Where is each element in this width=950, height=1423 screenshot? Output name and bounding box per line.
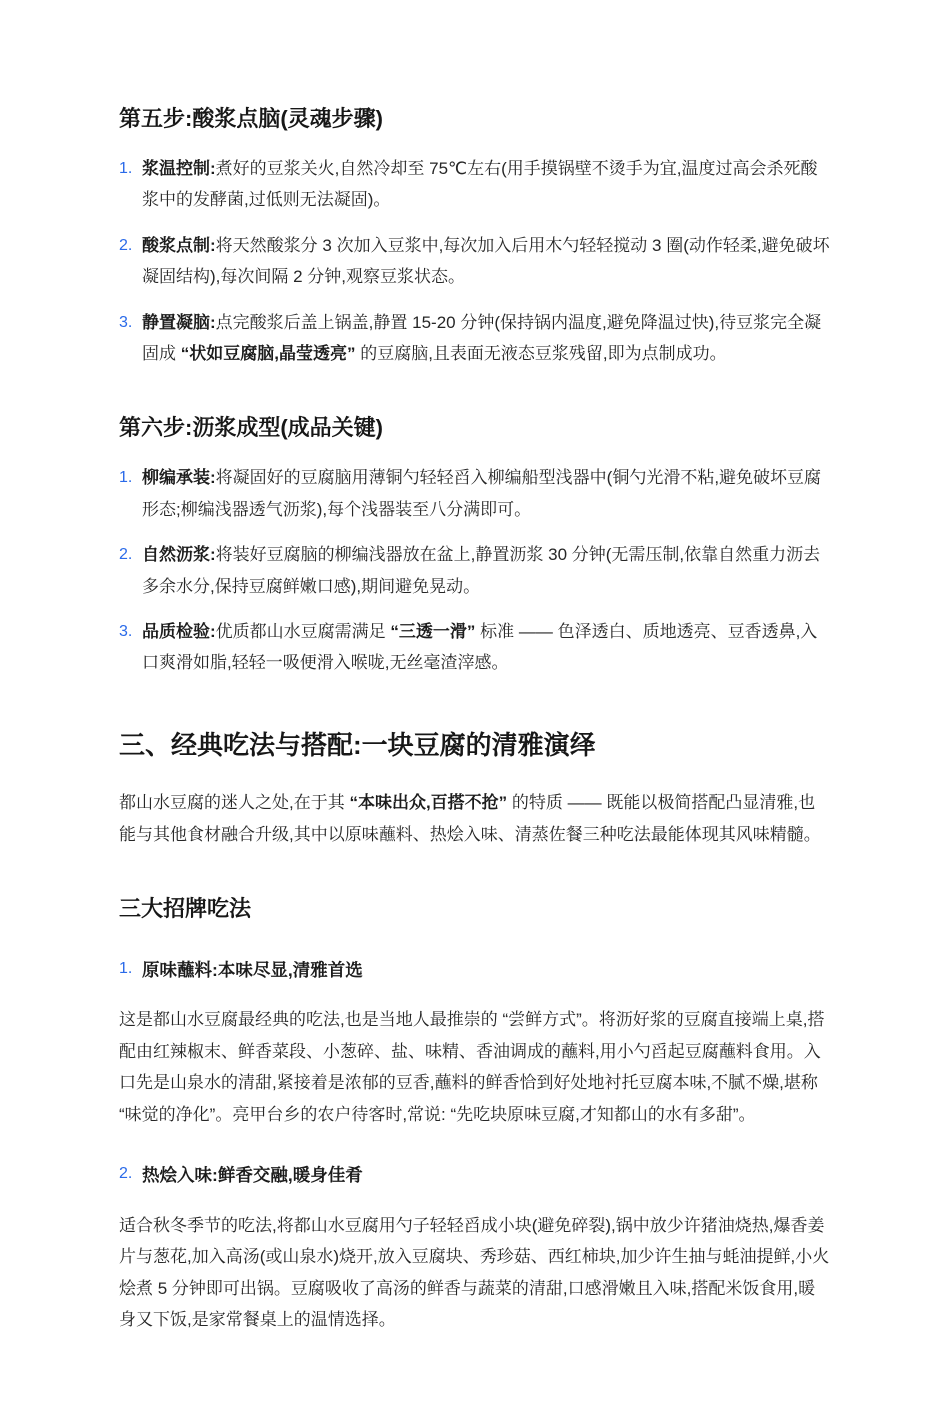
way1-heading (119, 955, 831, 987)
way1-paragraph: 这是都山水豆腐最经典的吃法,也是当地人最推崇的 “尝鲜方式”。将沥好浆的豆腐直接端上桌,搭配由红辣椒末、鲜香菜段、小葱碎、盐、味精、香油调成的蘸料,用小勺舀起豆腐蘸料食用。入口先是山泉水的清甜,紧接着是浓郁的豆香,蘸料的鲜香恰到好处地衬托豆腐本味,不腻不燥,堪称 “味觉的净化”。亮甲台乡的农户待客时,常说: “先吃块原味豆腐,才知都山的水有多甜”。 (119, 1010, 825, 1124)
list-item-text (142, 616, 831, 679)
list-item-text (142, 307, 831, 370)
list-number: 3. (119, 622, 133, 640)
list-number: 3. (119, 313, 133, 331)
list-number: 2. (119, 236, 133, 254)
intro-text: 的特质 —— 既能以极简搭配凸显清雅,也能与其他食材融合升级,其中以原味蘸料、热烩入味、清蒸佐餐三种吃法最能体现其风味精髓。 (119, 793, 821, 844)
item-text: 优质都山水豆腐需满足 (215, 621, 391, 641)
item-bold-quote: “状如豆腐脑,晶莹透亮” (180, 343, 356, 363)
item-text: 将天然酸浆分 3 次加入豆浆中,每次加入后用木勺轻轻搅动 3 圈(动作轻柔,避免破坏凝固结构),每次间隔 2 分钟,观察豆浆状态。 (142, 235, 830, 287)
list-item (119, 616, 831, 679)
intro-text: 都山水豆腐的迷人之处,在于其 (119, 793, 350, 813)
way-title: 原味蘸料:本味尽显,清雅首选 (142, 959, 363, 980)
item-label: 自然沥浆: (142, 545, 216, 565)
item-text: 将凝固好的豆腐脑用薄铜勺轻轻舀入柳编船型浅器中(铜勺光滑不粘,避免破坏豆腐形态;柳编浅器透气沥浆),每个浅器装至八分满即可。 (142, 468, 822, 519)
way-title: 热烩入味:鲜香交融,暖身佳肴 (142, 1165, 363, 1186)
list-item-text (142, 230, 831, 293)
item-label: 品质检验: (142, 621, 216, 641)
list-item (119, 230, 831, 293)
list-number: 1. (119, 469, 133, 487)
item-label: 浆温控制: (142, 158, 216, 178)
way-number: 2. (119, 1165, 133, 1183)
step5-list (119, 153, 831, 370)
way2-paragraph: 适合秋冬季节的吃法,将都山水豆腐用勺子轻轻舀成小块(避免碎裂),锅中放少许猪油烧热,爆香姜片与葱花,加入高汤(或山泉水)烧开,放入豆腐块、秀珍菇、西红柿块,加少许生抽与蚝油提鲜,小火烩煮 5 分钟即可出锅。豆腐吸收了高汤的鲜香与蔬菜的清甜,口感滑嫩且入味,搭配米饭食用,暖身又下饭,是家常餐桌上的温情选择。 (119, 1215, 830, 1329)
heading-ways: 三大招牌吃法 (119, 896, 252, 922)
item-text: 煮好的豆浆关火,自然冷却至 75℃左右(用手摸锅壁不烫手为宜,温度过高会杀死酸浆中的发酵菌,过低则无法凝固)。 (142, 158, 818, 210)
list-number: 2. (119, 546, 133, 564)
list-item (119, 307, 831, 370)
item-label: 酸浆点制: (142, 235, 216, 255)
list-item-text (142, 539, 831, 602)
heading-step5: 第五步:酸浆点脑(灵魂步骤) (119, 106, 383, 131)
item-text: 的豆腐脑,且表面无液态豆浆残留,即为点制成功。 (355, 343, 727, 363)
heading-step6: 第六步:沥浆成型(成品关键) (119, 415, 383, 441)
list-item (119, 462, 831, 525)
item-bold-quote: “三透一滑” (390, 621, 476, 641)
list-item-text (142, 153, 831, 216)
way2-heading (119, 1160, 831, 1192)
way-number: 1. (119, 959, 133, 977)
item-label: 静置凝脑: (142, 312, 216, 332)
heading-section3: 三、经典吃法与搭配:一块豆腐的清雅演绎 (119, 729, 596, 760)
item-text: 将装好豆腐脑的柳编浅器放在盆上,静置沥浆 30 分钟(无需压制,依靠自然重力沥去多余水分,保持豆腐鲜嫩口感),期间避免晃动。 (142, 545, 821, 596)
section3-intro (119, 787, 831, 850)
intro-bold-quote: “本味出众,百搭不抢” (349, 793, 508, 813)
step6-list (119, 462, 831, 679)
list-number: 1. (119, 159, 133, 177)
item-text: 标准 —— 色泽透白、质地透亮、豆香透鼻,入口爽滑如脂,轻轻一吸便滑入喉咙,无丝毫渣滓感。 (142, 621, 818, 673)
list-item (119, 153, 831, 216)
item-text: 点完酸浆后盖上锅盖,静置 15-20 分钟(保持锅内温度,避免降温过快),待豆浆完全凝固成 (142, 312, 822, 363)
list-item (119, 539, 831, 602)
list-item-text (142, 462, 831, 525)
item-label: 柳编承装: (142, 468, 216, 488)
